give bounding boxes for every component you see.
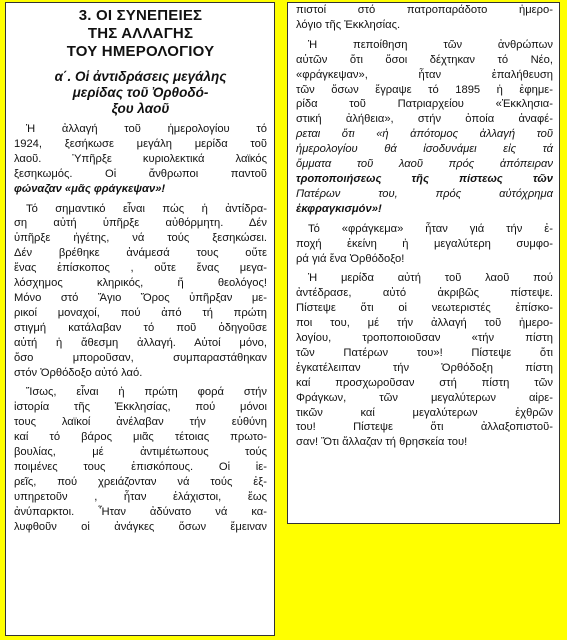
text-line: λαοῦ. Ὑπῆρξε κυριολεκτικά λαϊκός — [14, 152, 267, 165]
text-line: 1924, ξεσήκωσε μεγάλη μερίδα τοῦ — [14, 137, 267, 150]
text-line: ρικοί μοναχοί, πού ἀπό τή πρώτη — [14, 306, 267, 319]
text-line: τῶν Πατέρων του»! Πίστεψε ὅτι — [296, 346, 553, 359]
text-line: ποχή ἐκείνη ἡ μεγαλύτερη συμφο- — [296, 237, 553, 250]
title-line: 3. ΟΙ ΣΥΝΕΠΕΙΕΣ — [78, 7, 203, 24]
text-line: ποι του, μέ τήν ἀλλαγή τοῦ ἡμερο- — [296, 317, 553, 330]
text-line: σαν! Ὅτι ἄλλαζαν τή θρησκεία του! — [296, 436, 468, 449]
text-line: αὐτῶν ὅτι ὅσοι δέχτηκαν τό Νέο, — [296, 53, 553, 66]
text-line: καί προσχωροῦσαν στή πίστη τῶν — [296, 376, 553, 389]
text-line: καί τό βάρος μιᾶς τέτοιας πρωτο- — [14, 431, 267, 444]
text-line: Τό σημαντικό εἶναι πώς ἡ ἀντίδρα- — [26, 202, 267, 215]
text-line: αὐτή ἡ ἄθεσμη ἀλλαγή. Αὐτοί μόνο, — [14, 336, 267, 349]
text-line: ὅσο μποροῦσαν, συμπαραστάθηκαν — [14, 351, 267, 364]
text-line: ρεῖς, πού χρειάζονταν νά τούς ἐξ- — [14, 475, 267, 488]
text-line: λόσχημος κληρικός, ἤ θεολόγος! — [14, 277, 267, 290]
text-line: λογίου, τροποποιοῦσαν «τήν πίστη — [296, 332, 553, 345]
paragraph-right-1 — [296, 38, 553, 217]
text-line: φώναζαν «μᾶς φράγκεψαν»! — [14, 182, 166, 195]
text-line: στιγμή κατάλαβαν τό ποῦ ὁδηγοῦσε — [14, 321, 267, 334]
text-line: ὄμματα τοῦ λαοῦ πρός ἀπόπειραν — [296, 158, 553, 171]
text-line: ἐκφραγκισμόν»! — [296, 202, 382, 215]
subtitle-line: α΄. Οἱ ἀντιδράσεις μεγάλης — [54, 69, 227, 84]
text-line: Μόνο στό Ἅγιο Ὄρος ὑπῆρξαν με- — [14, 291, 267, 304]
text-line: λυφθοῦν οἱ ἀνάγκες ὅσων ἔμειναν — [14, 520, 267, 533]
text-line: στόν Ὀρθόδοξο αὐτό λαό. — [14, 366, 143, 379]
text-line: στική ἀλήθεια», στήν ὁποία ἀναφέ- — [296, 113, 553, 126]
text-line: τικῶν καί μεγαλύτερων ἐχθρῶν — [296, 406, 553, 419]
title-line: ΤΗΣ ΑΛΛΑΓΗΣ — [87, 25, 194, 42]
text-line: ἀντέδρασε, αὐτό ἀκριβῶς πίστεψε. — [296, 287, 553, 300]
paragraph-left-1 — [14, 122, 267, 197]
text-line: Ἴσως, εἶναι ἡ πρώτη φορά στήν — [26, 386, 267, 399]
paragraph-right-2 — [296, 222, 553, 267]
text-line: ἕνας ἐπίσκοπος , οὔτε ἕνας μεγα- — [14, 262, 267, 275]
text-line: τους λαϊκοί ἀνέλαβαν τήν εὐθύνη — [14, 416, 267, 429]
text-line: Πίστεψε ὅτι οἱ νεωτεριστές ἐπίσκο- — [296, 302, 553, 315]
text-line: Φράγκων, τῶν μεγαλύτερων αἱρε- — [296, 391, 553, 404]
text-line: ἐγκατέλειπαν τήν Ὀρθόδοξη πίστη — [296, 361, 553, 374]
text-line: ρά γιά ἕνα Ὀρθόδοξο! — [296, 252, 405, 265]
text-line: ἀνύπαρκτοι. Ἦταν ἀδύνατο νά κα- — [14, 505, 267, 518]
right-column — [287, 2, 560, 524]
text-line: υπηρετοῦν , ἦταν ἐλάχιστοι, ἕως — [14, 490, 267, 503]
left-column — [5, 2, 275, 636]
text-line: Ἡ πεποίθηση τῶν ἀνθρώπων — [308, 38, 553, 51]
article-title — [14, 7, 267, 61]
section-subtitle — [14, 69, 267, 117]
text-line: βουλίας, μέ ἀντιμέτωπους τούς — [14, 446, 267, 459]
text-line: ρεται ὅτι «ἡ ἀπότομος ἀλλαγή τοῦ — [296, 128, 553, 141]
text-line: του! Πίστεψε ὅτι ἀλλαξοπιστοῦ- — [296, 421, 553, 434]
subtitle-line: μερίδας τοῦ Ὀρθοδό- — [72, 85, 209, 100]
text-line: Ἡ ἀλλαγή τοῦ ἡμερολογίου τό — [26, 123, 267, 135]
text-line: ρίδα τοῦ Πατριαρχείου «Ἐκκλησια- — [296, 98, 553, 111]
paragraph-left-2 — [14, 202, 267, 381]
text-line: ποιμένες τους ἐπισκόπους. Οἱ ἱε- — [14, 460, 267, 473]
text-line: ἱστορία τῆς Ἐκκλησίας, πού μόνοι — [14, 401, 267, 414]
text-line: Ἡ μερίδα αὐτή τοῦ λαοῦ πού — [308, 272, 553, 285]
text-line: ξεσηκωμός. Οἱ ἄνθρωποι παντοῦ — [14, 167, 267, 180]
paragraph-left-3 — [14, 385, 267, 534]
text-line: ὑπῆρξε ἡγέτης, νά τούς ξεσηκώσει. — [14, 232, 267, 245]
text-line: Τό «φράγκεμα» ἦταν γιά τήν ἐ- — [308, 222, 553, 235]
text-line: τῶν ὅσων ἔγραψε τό 1895 ἡ ἐφημε- — [296, 83, 553, 96]
text-line: τροποποιήσεως τῆς πίστεως τῶν — [296, 172, 553, 185]
text-line: Δέν βρέθηκε ἀνάμεσά τους οὔτε — [14, 247, 267, 260]
text-line: πιστοί στό πατροπαράδοτο ἡμερο- — [296, 4, 553, 16]
paragraph-right-3 — [296, 271, 553, 450]
title-line: ΤΟΥ ΗΜΕΡΟΛΟΓΙΟΥ — [66, 43, 215, 60]
text-line: Πατέρων του, πρός αὐτόχρημα — [296, 187, 553, 200]
text-line: ἡμερολογίου θά ἰσοδυνάμει εἰς τά — [296, 143, 553, 156]
text-line: «φράγκεψαν», ἦταν ἐπαλήθευση — [296, 68, 553, 81]
subtitle-line: ξου λαοῦ — [111, 101, 170, 116]
text-line: λόγιο τῆς Ἐκκλησίας. — [296, 18, 401, 31]
paragraph-right-0 — [296, 3, 553, 33]
text-line: ση αὐτή ὑπῆρξε αὐθόρμητη. Δέν — [14, 217, 267, 230]
